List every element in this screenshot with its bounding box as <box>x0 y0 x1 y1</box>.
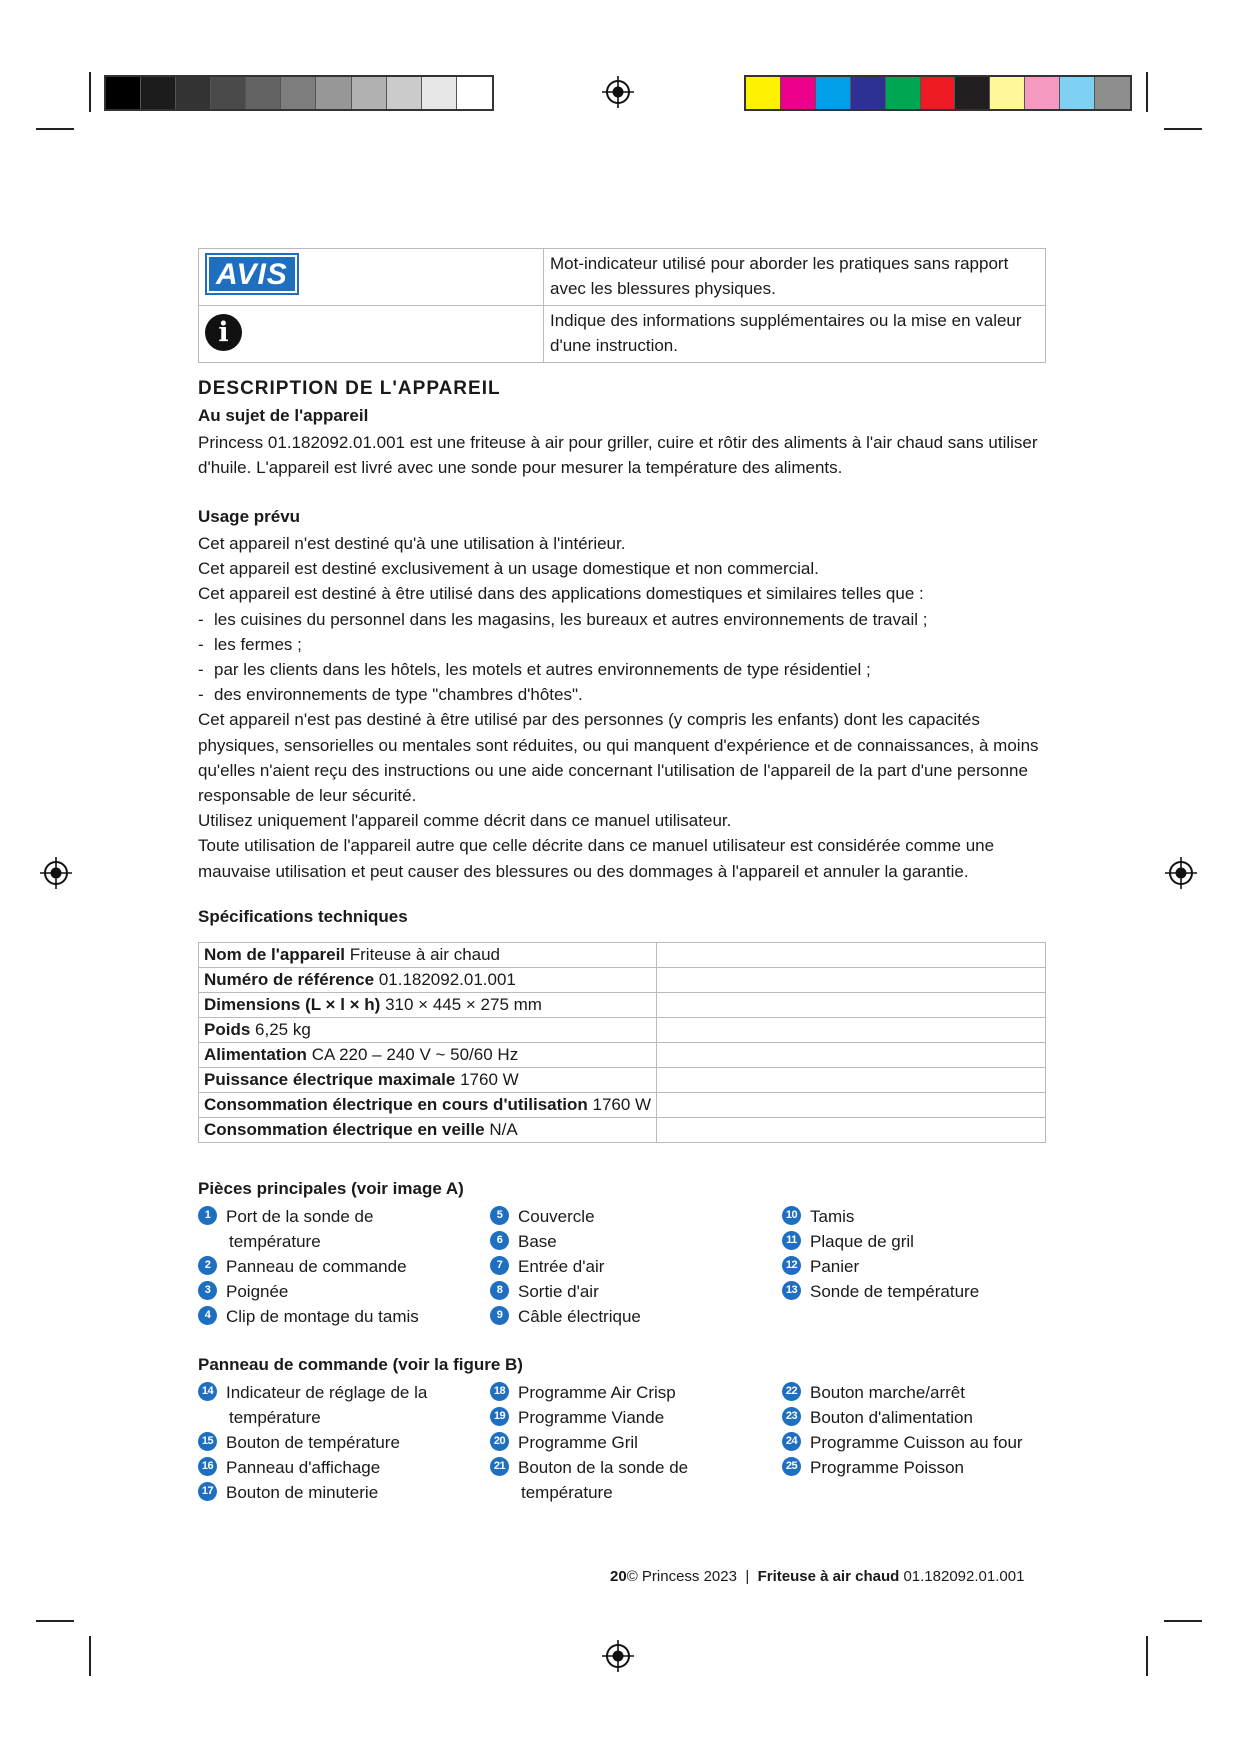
number-badge-icon: 7 <box>490 1256 509 1275</box>
list-item <box>782 1229 979 1254</box>
list-item-label: Panneau d'affichage <box>226 1458 381 1477</box>
list-item-label: Bouton de température <box>226 1433 400 1452</box>
grayscale-swatch <box>211 77 246 109</box>
copyright: © Princess 2023 <box>626 1568 737 1585</box>
footer-separator: | <box>745 1568 750 1585</box>
number-badge-icon: 22 <box>782 1382 801 1401</box>
usage-line: Toute utilisation de l'appareil autre que celle décrite dans ce manuel utilisateur est considérée comme une mauvaise utilisation et peut causer des blessures ou des dommages à l'appareil et annuler la garantie. <box>198 836 995 881</box>
list-column <box>490 1380 688 1505</box>
number-badge-icon: 12 <box>782 1256 801 1275</box>
process-color-swatch <box>886 77 921 109</box>
process-color-swatch <box>746 77 781 109</box>
number-badge-icon: 24 <box>782 1432 801 1451</box>
list-item <box>490 1304 641 1329</box>
crop-mark <box>89 72 91 112</box>
registration-mark-icon <box>1165 857 1197 889</box>
grayscale-swatch <box>246 77 281 109</box>
about-heading: Au sujet de l'appareil <box>198 406 369 425</box>
crop-mark <box>89 1636 91 1676</box>
number-badge-icon: 1 <box>198 1206 217 1225</box>
number-badge-icon: 19 <box>490 1407 509 1426</box>
usage-text <box>198 531 1046 884</box>
number-badge-icon: 17 <box>198 1482 217 1501</box>
process-color-swatch <box>1060 77 1095 109</box>
list-column <box>198 1380 427 1505</box>
grayscale-swatch <box>106 77 141 109</box>
number-badge-icon: 3 <box>198 1281 217 1300</box>
parts-heading: Pièces principales (voir image A) <box>198 1179 464 1198</box>
crop-mark <box>1164 128 1202 130</box>
process-color-swatch <box>816 77 851 109</box>
number-badge-icon: 8 <box>490 1281 509 1300</box>
number-badge-icon: 14 <box>198 1382 217 1401</box>
info-icon: i <box>205 314 242 351</box>
list-item-label: Bouton marche/arrêt <box>810 1383 965 1402</box>
registration-mark-icon <box>40 857 72 889</box>
list-item-label: Bouton de la sonde de température <box>518 1458 689 1502</box>
list-item-label: Câble électrique <box>518 1307 641 1326</box>
registration-mark-icon <box>602 76 634 108</box>
crop-mark <box>1164 1620 1202 1622</box>
number-badge-icon: 20 <box>490 1432 509 1451</box>
footer-reference: 01.182092.01.001 <box>903 1568 1025 1585</box>
specs-heading: Spécifications techniques <box>198 907 408 926</box>
list-item <box>490 1229 641 1254</box>
list-item <box>782 1380 1023 1405</box>
list-item <box>490 1405 688 1430</box>
process-color-swatch <box>781 77 816 109</box>
specs-table <box>198 942 1046 1143</box>
grayscale-swatch <box>457 77 492 109</box>
list-item <box>782 1204 979 1229</box>
list-item-label: Programme Air Crisp <box>518 1383 676 1402</box>
section-title: DESCRIPTION DE L'APPAREIL <box>198 378 501 399</box>
crop-mark <box>1146 72 1148 112</box>
number-badge-icon: 18 <box>490 1382 509 1401</box>
grayscale-swatch <box>316 77 351 109</box>
list-item-label: Sonde de température <box>810 1282 980 1301</box>
table-row: Consommation électrique en cours d'utilisation 1760 W <box>199 1093 1046 1118</box>
page-footer <box>610 1568 1024 1585</box>
list-item <box>782 1405 1023 1430</box>
usage-line: Cet appareil est destiné exclusivement à un usage domestique et non commercial. <box>198 559 819 579</box>
list-item <box>490 1430 688 1455</box>
number-badge-icon: 4 <box>198 1306 217 1325</box>
list-item-label: Base <box>518 1232 557 1251</box>
list-item-label: Tamis <box>810 1207 855 1226</box>
list-item <box>782 1455 1023 1480</box>
about-text: Princess 01.182092.01.001 est une friteuse à air pour griller, cuire et rôtir des aliments à l'air chaud sans utiliser d'huile. L'appareil est livré avec une sonde pour mesurer la température des aliments. <box>198 433 1038 478</box>
signal-word-table <box>198 248 1046 363</box>
grayscale-swatch <box>281 77 316 109</box>
list-item <box>198 1254 419 1279</box>
table-row <box>199 249 1046 306</box>
usage-line: Cet appareil n'est destiné qu'à une utilisation à l'intérieur. <box>198 534 626 553</box>
process-color-swatch <box>955 77 990 109</box>
list-item <box>782 1430 1023 1455</box>
signal-word-cell <box>199 249 544 306</box>
process-color-bar <box>744 75 1132 111</box>
list-item: - les fermes ; <box>198 634 302 654</box>
list-item <box>198 1455 427 1480</box>
page-number: 20 <box>610 1568 627 1585</box>
list-item-label: Programme Cuisson au four <box>810 1433 1023 1452</box>
control-panel-heading: Panneau de commande (voir la figure B) <box>198 1355 523 1374</box>
avis-badge: AVIS <box>205 253 299 295</box>
usage-line: Utilisez uniquement l'appareil comme décrit dans ce manuel utilisateur. <box>198 811 732 831</box>
grayscale-color-bar <box>104 75 494 111</box>
list-item <box>198 1380 427 1430</box>
process-color-swatch <box>990 77 1025 109</box>
list-item <box>782 1254 979 1279</box>
list-item-label: Poignée <box>226 1282 289 1301</box>
table-row: Numéro de référence 01.182092.01.001 <box>199 968 1046 993</box>
process-color-swatch <box>921 77 956 109</box>
number-badge-icon: 6 <box>490 1231 509 1250</box>
crop-mark <box>36 1620 74 1622</box>
list-item-label: Clip de montage du tamis <box>226 1307 419 1326</box>
list-item <box>490 1380 688 1405</box>
list-item-label: Panneau de commande <box>226 1257 407 1276</box>
list-item <box>198 1430 427 1455</box>
list-item-label: Couvercle <box>518 1207 595 1226</box>
list-item-label: Entrée d'air <box>518 1257 605 1276</box>
table-row: Dimensions (L × l × h) 310 × 445 × 275 mm <box>199 993 1046 1018</box>
list-column <box>782 1204 979 1304</box>
list-column <box>490 1204 641 1329</box>
list-item-label: Sortie d'air <box>518 1282 599 1301</box>
list-item-label: Programme Viande <box>518 1408 665 1427</box>
signal-word-description: Indique des informations supplémentaires ou la mise en valeur d'une instruction. <box>544 306 1046 363</box>
list-item-label: Programme Poisson <box>810 1458 965 1477</box>
list-item <box>490 1455 688 1505</box>
process-color-swatch <box>1095 77 1130 109</box>
grayscale-swatch <box>141 77 176 109</box>
list-item <box>490 1204 641 1229</box>
process-color-swatch <box>851 77 886 109</box>
number-badge-icon: 16 <box>198 1457 217 1476</box>
list-item: - par les clients dans les hôtels, les motels et autres environnements de type résidentiel ; <box>198 660 871 680</box>
table-row: Consommation électrique en veille N/A <box>199 1118 1046 1143</box>
list-item: - des environnements de type "chambres d'hôtes". <box>198 685 583 705</box>
list-item: - les cuisines du personnel dans les magasins, les bureaux et autres environnements de travail ; <box>198 609 928 629</box>
number-badge-icon: 21 <box>490 1457 509 1476</box>
table-row: Puissance électrique maximale 1760 W <box>199 1068 1046 1093</box>
list-item-label: Bouton d'alimentation <box>810 1408 973 1427</box>
number-badge-icon: 9 <box>490 1306 509 1325</box>
footer-product: Friteuse à air chaud <box>757 1568 900 1585</box>
number-badge-icon: 5 <box>490 1206 509 1225</box>
control-panel-list <box>198 1380 1046 1510</box>
list-column <box>782 1380 1023 1480</box>
list-item <box>198 1204 419 1254</box>
usage-heading: Usage prévu <box>198 507 301 526</box>
table-row <box>199 306 1046 363</box>
list-item <box>490 1254 641 1279</box>
list-column <box>198 1204 419 1329</box>
list-item-label: Indicateur de réglage de la température <box>226 1383 428 1427</box>
list-item-label: Port de la sonde de température <box>226 1207 374 1251</box>
process-color-swatch <box>1025 77 1060 109</box>
list-item <box>782 1279 979 1304</box>
table-row: Nom de l'appareil Friteuse à air chaud <box>199 943 1046 968</box>
number-badge-icon: 11 <box>782 1231 801 1250</box>
list-item-label: Bouton de minuterie <box>226 1483 379 1502</box>
grayscale-swatch <box>176 77 211 109</box>
grayscale-swatch <box>422 77 457 109</box>
list-item <box>198 1480 427 1505</box>
number-badge-icon: 13 <box>782 1281 801 1300</box>
number-badge-icon: 23 <box>782 1407 801 1426</box>
table-row: Poids 6,25 kg <box>199 1018 1046 1043</box>
list-item-label: Programme Gril <box>518 1433 638 1452</box>
list-item <box>198 1304 419 1329</box>
crop-mark <box>1146 1636 1148 1676</box>
number-badge-icon: 15 <box>198 1432 217 1451</box>
number-badge-icon: 2 <box>198 1256 217 1275</box>
grayscale-swatch <box>387 77 422 109</box>
list-item <box>198 1279 419 1304</box>
list-item <box>490 1279 641 1304</box>
list-item-label: Panier <box>810 1257 860 1276</box>
signal-word-description: Mot-indicateur utilisé pour aborder les pratiques sans rapport avec les blessures physiques. <box>544 249 1046 306</box>
registration-mark-icon <box>602 1640 634 1672</box>
number-badge-icon: 10 <box>782 1206 801 1225</box>
usage-line: Cet appareil est destiné à être utilisé dans des applications domestiques et similaires telles que : <box>198 584 924 604</box>
usage-line: Cet appareil n'est pas destiné à être utilisé par des personnes (y compris les enfants) dont les capacités physiques, sensorielles ou mentales sont réduites, ou qui manquent d'expérience et de connaissances, à moins qu'elles n'aient reçu des instructions ou une aide concernant l'utilisation de l'appareil de la part d'une personne responsable de leur sécurité. <box>198 710 1039 806</box>
number-badge-icon: 25 <box>782 1457 801 1476</box>
list-item-label: Plaque de gril <box>810 1232 914 1251</box>
crop-mark <box>36 128 74 130</box>
grayscale-swatch <box>352 77 387 109</box>
signal-word-cell <box>199 306 544 363</box>
parts-list <box>198 1204 1046 1334</box>
table-row: Alimentation CA 220 – 240 V ~ 50/60 Hz <box>199 1043 1046 1068</box>
